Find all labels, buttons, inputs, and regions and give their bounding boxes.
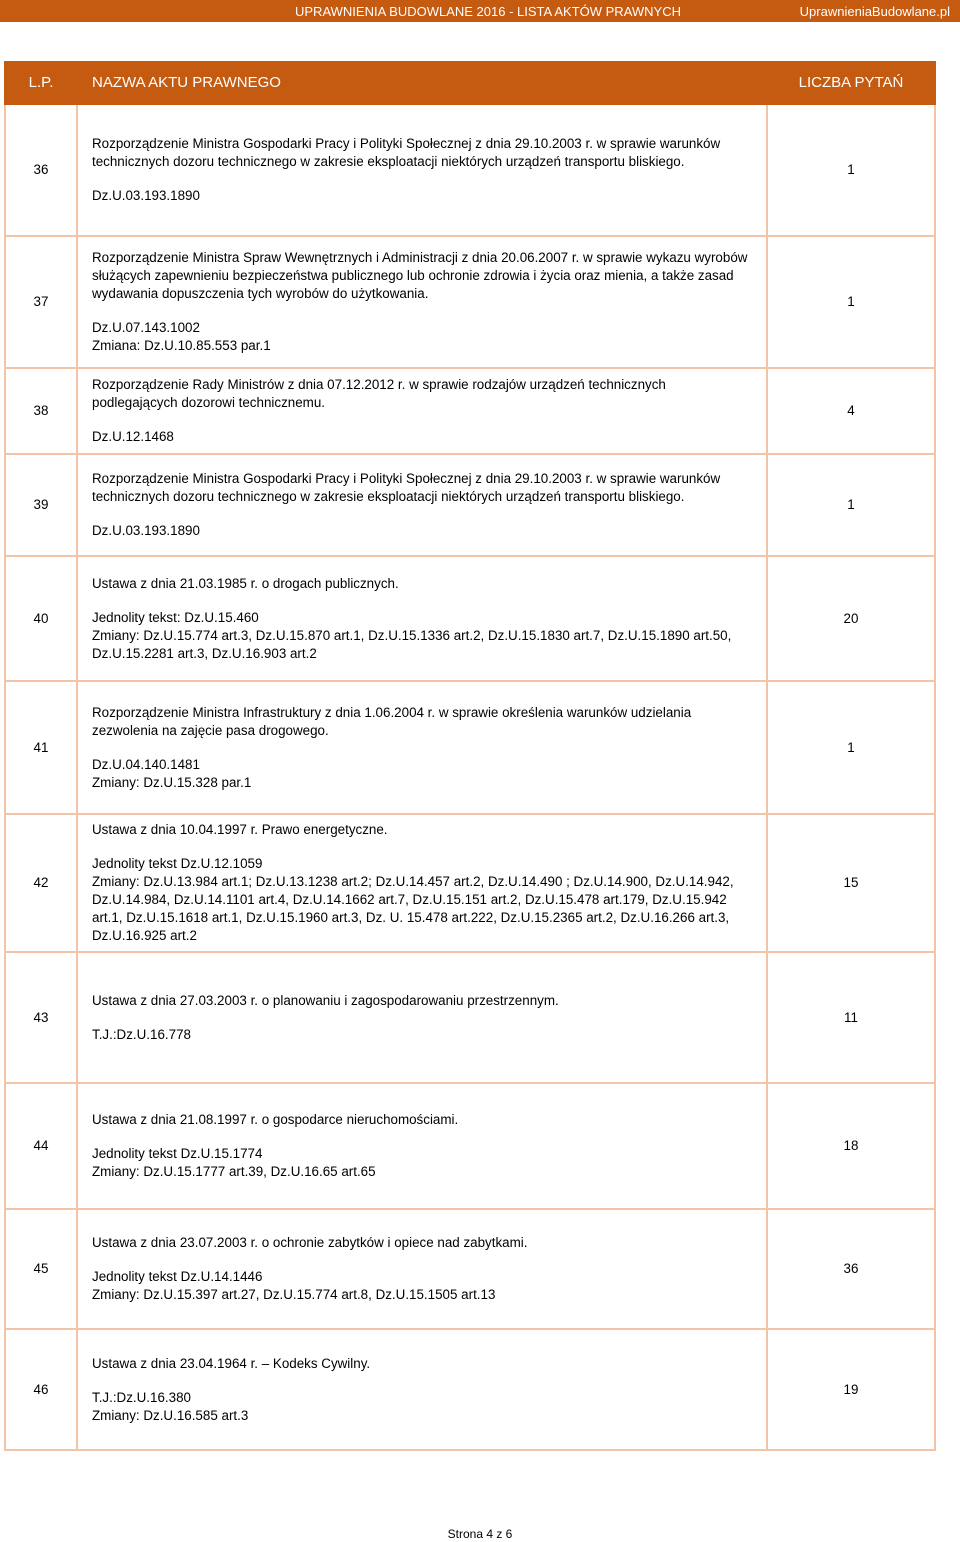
legal-acts-table <box>4 61 936 1451</box>
site-name: UprawnieniaBudowlane.pl <box>799 4 950 19</box>
act-reference: Dz.U.07.143.1002 Zmiana: Dz.U.10.85.553 par.1 <box>92 320 271 353</box>
act-name-cell <box>77 1329 767 1450</box>
row-number: 36 <box>5 104 77 236</box>
table-row <box>5 1209 935 1329</box>
act-title: Ustawa z dnia 23.04.1964 r. – Kodeks Cywilny. <box>92 1355 371 1371</box>
act-reference: Dz.U.03.193.1890 <box>92 523 200 538</box>
table-row <box>5 1329 935 1450</box>
act-name-cell <box>77 454 767 556</box>
act-name-cell <box>77 104 767 236</box>
table-row <box>5 1083 935 1209</box>
row-number: 41 <box>5 681 77 814</box>
row-number: 39 <box>5 454 77 556</box>
table-row <box>5 952 935 1083</box>
act-name-cell <box>77 1209 767 1329</box>
question-count: 36 <box>767 1209 935 1329</box>
table-header-row <box>5 62 935 104</box>
row-number: 43 <box>5 952 77 1083</box>
question-count: 19 <box>767 1329 935 1450</box>
table-row <box>5 814 935 952</box>
act-reference: T.J.:Dz.U.16.380 Zmiany: Dz.U.16.585 art.3 <box>92 1389 249 1423</box>
header-question-count: LICZBA PYTAŃ <box>767 62 935 104</box>
act-name-cell <box>77 236 767 368</box>
table-row <box>5 556 935 681</box>
header-act-name: NAZWA AKTU PRAWNEGO <box>77 62 767 104</box>
row-number: 42 <box>5 814 77 952</box>
act-reference: Jednolity tekst: Dz.U.15.460 Zmiany: Dz.U.15.774 art.3, Dz.U.15.870 art.1, Dz.U.15.1336 art.2, Dz.U.15.1830 art.7, Dz.U.15.1890 art.50, Dz.U.15.2281 art.3, Dz.U.16.903 art.2 <box>92 609 732 661</box>
page-header-bar <box>0 0 960 22</box>
act-title: Rozporządzenie Ministra Spraw Wewnętrznych i Administracji z dnia 20.06.2007 r. w sprawie wykazu wyrobów służących zapewnieniu bezpieczeństwa publicznego lub ochronie zdrowia i życia oraz mienia, a także zasad wydawania dopuszczenia tych wyrobów do użytkowania. <box>92 250 748 301</box>
row-number: 45 <box>5 1209 77 1329</box>
document-title: UPRAWNIENIA BUDOWLANE 2016 - LISTA AKTÓW PRAWNYCH <box>295 4 681 19</box>
act-name-cell <box>77 368 767 454</box>
act-name-cell <box>77 681 767 814</box>
act-title: Ustawa z dnia 21.03.1985 r. o drogach publicznych. <box>92 575 399 591</box>
row-number: 46 <box>5 1329 77 1450</box>
act-name-cell <box>77 556 767 681</box>
act-name-cell <box>77 952 767 1083</box>
row-number: 38 <box>5 368 77 454</box>
act-title: Rozporządzenie Ministra Infrastruktury z dnia 1.06.2004 r. w sprawie określenia warunków udzielania zezwolenia na zajęcie pasa drogowego. <box>92 704 692 738</box>
table-row <box>5 368 935 454</box>
act-name-cell <box>77 1083 767 1209</box>
act-reference: Dz.U.03.193.1890 <box>92 188 200 203</box>
row-number: 44 <box>5 1083 77 1209</box>
header-lp: L.P. <box>5 62 77 104</box>
act-reference: Dz.U.12.1468 <box>92 429 174 444</box>
question-count: 1 <box>767 236 935 368</box>
act-title: Rozporządzenie Ministra Gospodarki Pracy i Polityki Społecznej z dnia 29.10.2003 r. w sprawie warunków technicznych dozoru technicznego w zakresie eksploatacji niektórych urządzeń transportu bliskiego. <box>92 136 721 169</box>
act-title: Ustawa z dnia 21.08.1997 r. o gospodarce nieruchomościami. <box>92 1112 459 1127</box>
table-row <box>5 681 935 814</box>
row-number: 40 <box>5 556 77 681</box>
act-title: Rozporządzenie Rady Ministrów z dnia 07.12.2012 r. w sprawie rodzajów urządzeń technicznych podlegających dozorowi technicznemu. <box>92 377 666 410</box>
question-count: 11 <box>767 952 935 1083</box>
table-row <box>5 236 935 368</box>
act-reference: Dz.U.04.140.1481 Zmiany: Dz.U.15.328 par.1 <box>92 756 252 790</box>
act-reference: Jednolity tekst Dz.U.12.1059 Zmiany: Dz.U.13.984 art.1; Dz.U.13.1238 art.2; Dz.U.14.457 art.2, Dz.U.14.490 ; Dz.U.14.900, Dz.U.14.942, Dz.U.14.984, Dz.U.14.1101 art.4, Dz.U.14.1662 art.7, Dz.U.15.151 art.2, Dz.U.15.478 art.179, Dz.U.15.942 art.1, Dz.U.15.1618 art.1, Dz.U.15.1960 art.3, Dz. U. 15.478 art.222, Dz.U.15.2365 art.2, Dz.U.16.266 art.3, Dz.U.16.925 art.2 <box>92 856 734 943</box>
question-count: 20 <box>767 556 935 681</box>
act-title: Rozporządzenie Ministra Gospodarki Pracy i Polityki Społecznej z dnia 29.10.2003 r. w sprawie warunków technicznych dozoru technicznego w zakresie eksploatacji niektórych urządzeń transportu bliskiego. <box>92 471 721 504</box>
act-name-cell <box>77 814 767 952</box>
question-count: 1 <box>767 681 935 814</box>
table-row <box>5 454 935 556</box>
page-number: Strona 4 z 6 <box>447 1527 513 1541</box>
question-count: 1 <box>767 454 935 556</box>
question-count: 18 <box>767 1083 935 1209</box>
question-count: 1 <box>767 104 935 236</box>
table-row <box>5 104 935 236</box>
question-count: 15 <box>767 814 935 952</box>
act-title: Ustawa z dnia 10.04.1997 r. Prawo energetyczne. <box>92 822 388 837</box>
act-title: Ustawa z dnia 23.07.2003 r. o ochronie zabytków i opiece nad zabytkami. <box>92 1235 528 1250</box>
act-reference: T.J.:Dz.U.16.778 <box>92 1026 191 1042</box>
act-reference: Jednolity tekst Dz.U.15.1774 Zmiany: Dz.U.15.1777 art.39, Dz.U.16.65 art.65 <box>92 1146 376 1179</box>
row-number: 37 <box>5 236 77 368</box>
act-title: Ustawa z dnia 27.03.2003 r. o planowaniu i zagospodarowaniu przestrzennym. <box>92 992 559 1008</box>
act-reference: Jednolity tekst Dz.U.14.1446 Zmiany: Dz.U.15.397 art.27, Dz.U.15.774 art.8, Dz.U.15.1505 art.13 <box>92 1269 496 1302</box>
question-count: 4 <box>767 368 935 454</box>
